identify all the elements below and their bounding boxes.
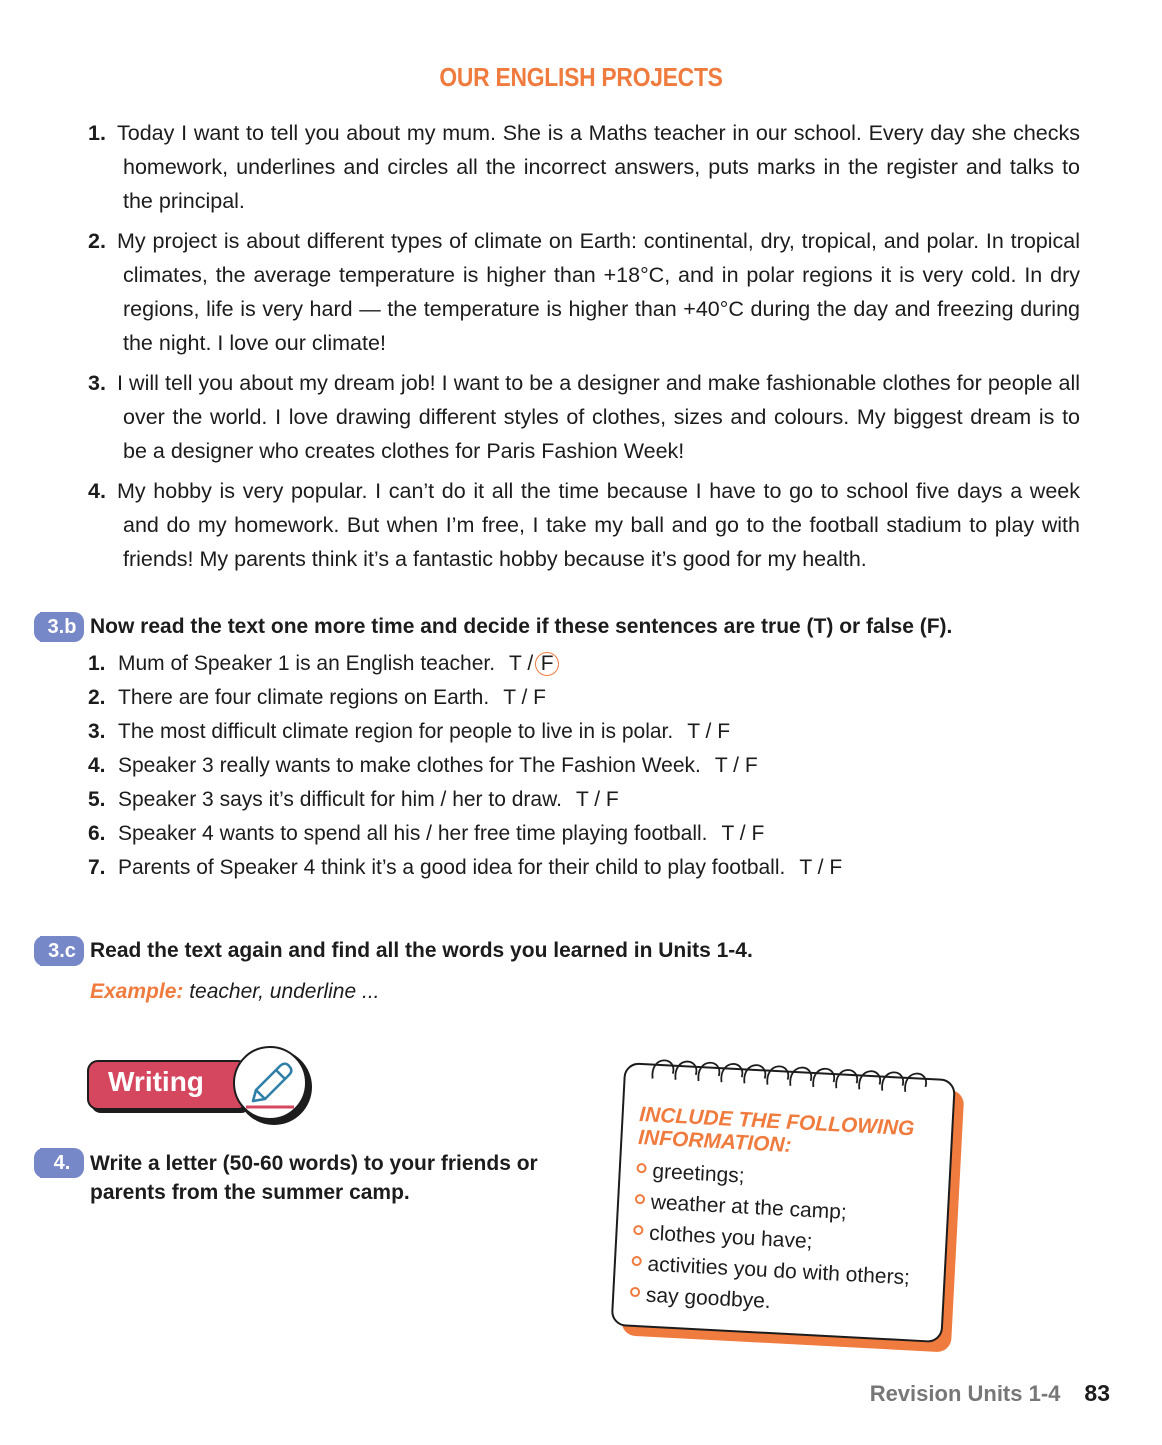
page-number: 83 <box>1084 1380 1110 1406</box>
project-number: 2. <box>88 229 106 253</box>
bullet-icon <box>636 1163 647 1174</box>
list-item: greetings; <box>636 1155 937 1202</box>
task-3c-instruction: Read the text again and find all the words you learned in Units 1-4. <box>90 939 753 962</box>
list-item <box>88 681 988 715</box>
project-item <box>88 116 1080 218</box>
task-3c-badge: 3.c <box>40 936 84 966</box>
task-4-badge: 4. <box>40 1148 84 1178</box>
false-option[interactable]: F <box>751 822 765 845</box>
project-number: 4. <box>88 479 106 503</box>
item-number: 3. <box>88 720 106 743</box>
false-option[interactable]: F <box>744 754 758 777</box>
separator: / <box>521 686 528 709</box>
list-item <box>88 715 988 749</box>
projects-list <box>88 116 1080 582</box>
project-item <box>88 224 1080 360</box>
separator: / <box>733 754 739 777</box>
true-option[interactable]: T <box>799 856 812 879</box>
item-number: 4. <box>88 754 106 777</box>
list-item: clothes you have; <box>632 1217 933 1264</box>
true-option[interactable]: T <box>575 788 589 811</box>
bullet-icon <box>631 1256 642 1267</box>
project-item <box>88 474 1080 576</box>
task-4-instruction: Write a letter (50-60 words) to your friends or parents from the summer camp. <box>90 1152 538 1204</box>
bullet-icon <box>630 1287 641 1298</box>
bullet-icon <box>635 1194 646 1205</box>
false-option[interactable]: F <box>717 720 731 743</box>
true-option[interactable]: T <box>721 822 734 845</box>
list-item <box>88 817 988 851</box>
writing-label: Writing <box>108 1066 204 1097</box>
true-option[interactable]: T <box>509 652 522 675</box>
statement-text: Speaker 4 wants to spend all his / her free time playing football. <box>118 822 708 845</box>
separator: / <box>817 856 824 879</box>
project-text: My hobby is very popular. I can’t do it all the time because I have to go to school five days a week and do my homework. But when I’m free, I take my ball and go to the football stadium to play with friends! My parents think it’s a fantastic hobby because it’s good for my health. <box>117 479 1080 571</box>
project-text: Today I want to tell you about my mum. She is a Maths teacher in our school. Every day she checks homework, underlines and circles all the incorrect answers, puts marks in the register and talks to the principal. <box>117 121 1080 213</box>
false-option[interactable]: F <box>829 856 843 879</box>
example-text: teacher, underline ... <box>183 980 380 1003</box>
statement-text: Speaker 3 really wants to make clothes for The Fashion Week. <box>118 754 701 777</box>
list-item <box>88 851 988 885</box>
project-item <box>88 366 1080 468</box>
true-option[interactable]: T <box>714 754 728 777</box>
list-item: activities you do with others; <box>631 1248 932 1295</box>
task-3b-badge: 3.b <box>40 612 84 642</box>
project-text: My project is about different types of climate on Earth: continental, dry, tropical, and polar. In tropical climates, the average temperature is higher than +18°C, and in polar regions it is very cold. In dry regions, life is very hard — the temperature is higher than +40°C during the day and freezing during the night. I love our climate! <box>117 229 1080 355</box>
example-label: Example: <box>90 980 184 1003</box>
item-number: 7. <box>88 856 106 879</box>
project-number: 3. <box>88 371 106 395</box>
true-option[interactable]: T <box>503 686 516 709</box>
project-text: I will tell you about my dream job! I want to be a designer and make fashionable clothes for people all over the world. I love drawing different styles of clothes, sizes and colours. My biggest dream is to be a designer who creates clothes for Paris Fashion Week! <box>117 371 1080 463</box>
notepad-content <box>629 1103 939 1325</box>
notepad-heading: INCLUDE THE FOLLOWING INFORMATION: <box>637 1103 915 1157</box>
item-number: 1. <box>88 652 106 675</box>
statement-text: Parents of Speaker 4 think it’s a good idea for their child to play football. <box>118 856 786 879</box>
separator: / <box>594 788 601 811</box>
list-item: say goodbye. <box>629 1279 930 1326</box>
false-option[interactable]: F <box>605 788 619 811</box>
item-number: 2. <box>88 686 106 709</box>
separator: / <box>739 822 746 845</box>
example-line <box>90 980 380 1004</box>
project-number: 1. <box>88 121 106 145</box>
true-option[interactable]: T <box>687 720 700 743</box>
statement-text: There are four climate regions on Earth. <box>118 686 490 709</box>
statement-text: The most difficult climate region for people to live in is polar. <box>118 720 674 743</box>
separator: / <box>705 720 712 743</box>
false-option-circled[interactable]: F <box>535 652 559 676</box>
separator: / <box>527 652 534 675</box>
statement-text: Mum of Speaker 1 is an English teacher. <box>118 652 496 675</box>
page-title: OUR ENGLISH PROJECTS <box>439 62 723 92</box>
list-item <box>88 749 988 783</box>
bullet-icon <box>633 1225 644 1236</box>
list-item: weather at the camp; <box>634 1186 935 1233</box>
writing-banner <box>86 1045 326 1129</box>
item-number: 6. <box>88 822 106 845</box>
item-number: 5. <box>88 788 106 811</box>
unit-label: Revision Units 1-4 <box>869 1381 1061 1406</box>
true-false-list <box>88 647 988 885</box>
false-option[interactable]: F <box>533 686 546 709</box>
page-footer <box>870 1380 1110 1407</box>
list-item <box>88 783 988 817</box>
statement-text: Speaker 3 says it’s difficult for him / her to draw. <box>118 788 562 811</box>
task-3b-instruction: Now read the text one more time and decide if these sentences are true (T) or false (F). <box>90 615 953 638</box>
list-item <box>88 647 988 681</box>
